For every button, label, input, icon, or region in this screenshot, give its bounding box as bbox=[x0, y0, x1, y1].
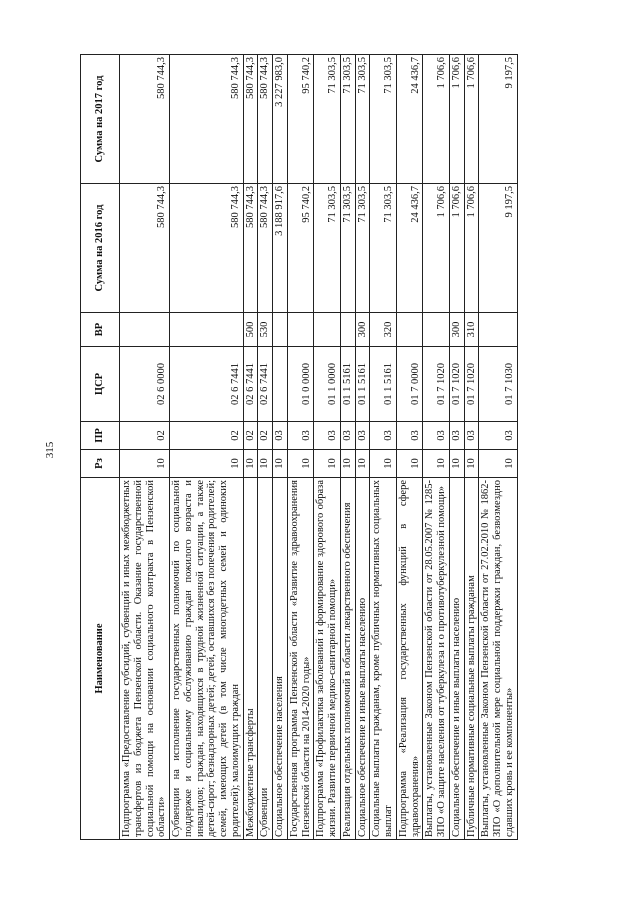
cell-rz: 10 bbox=[423, 450, 450, 478]
cell-sum2016: 1 706,6 bbox=[423, 184, 450, 313]
cell-csr: 01 1 5161 bbox=[355, 347, 370, 422]
table-row bbox=[258, 55, 273, 840]
table-row bbox=[396, 55, 423, 840]
budget-table bbox=[80, 54, 518, 840]
header-vr: ВР bbox=[81, 313, 120, 347]
cell-name: Субвенции на исполнение государственных полномочий по социальной поддержке и социальному обслуживанию граждан пожилого возраста и инвалидов; граждан, находящихся в трудной жизненной ситуации, а также детей-сирот; безнадзорных детей; детей, оставшихся без попечения родителей; семей, имеющих детей (в том числе многодетных семей и одиноких родителей); малоимущих граждан bbox=[170, 478, 244, 840]
cell-pr: 03 bbox=[273, 422, 288, 450]
cell-sum2016: 580 744,3 bbox=[120, 184, 170, 313]
cell-sum2017: 71 303,5 bbox=[340, 55, 355, 184]
cell-name: Государственная программа Пензенской области «Развитие здравоохранения Пензенской области на 2014-2020 годы» bbox=[287, 478, 314, 840]
table-body bbox=[120, 55, 518, 840]
cell-pr: 03 bbox=[423, 422, 450, 450]
header-name: Наименование bbox=[81, 478, 120, 840]
cell-pr: 03 bbox=[355, 422, 370, 450]
cell-vr bbox=[423, 313, 450, 347]
table-row bbox=[464, 55, 479, 840]
cell-sum2017: 95 740,2 bbox=[287, 55, 314, 184]
cell-sum2016: 1 706,6 bbox=[464, 184, 479, 313]
cell-csr bbox=[273, 347, 288, 422]
cell-sum2016: 71 303,5 bbox=[370, 184, 397, 313]
cell-name: Социальные выплаты гражданам, кроме публичных нормативных социальных выплат bbox=[370, 478, 397, 840]
cell-name: Публичные нормативные социальные выплаты гражданам bbox=[464, 478, 479, 840]
cell-csr: 01 1 5161 bbox=[340, 347, 355, 422]
cell-pr: 03 bbox=[370, 422, 397, 450]
cell-pr: 03 bbox=[396, 422, 423, 450]
cell-rz: 10 bbox=[273, 450, 288, 478]
cell-name: Социальное обеспечение и иные выплаты населению bbox=[355, 478, 370, 840]
page-number: 315 bbox=[44, 441, 56, 459]
table-row bbox=[120, 55, 170, 840]
cell-rz: 10 bbox=[258, 450, 273, 478]
cell-csr: 01 0 0000 bbox=[287, 347, 314, 422]
cell-vr bbox=[170, 313, 244, 347]
table-row bbox=[479, 55, 517, 840]
cell-sum2016: 580 744,3 bbox=[258, 184, 273, 313]
cell-rz: 10 bbox=[355, 450, 370, 478]
cell-pr: 02 bbox=[170, 422, 244, 450]
cell-sum2016: 71 303,5 bbox=[340, 184, 355, 313]
cell-pr: 02 bbox=[120, 422, 170, 450]
cell-name: Межбюджетные трансферты bbox=[243, 478, 258, 840]
cell-sum2017: 580 744,3 bbox=[170, 55, 244, 184]
cell-pr: 03 bbox=[464, 422, 479, 450]
cell-csr: 01 7 0000 bbox=[396, 347, 423, 422]
cell-rz: 10 bbox=[449, 450, 464, 478]
cell-rz: 10 bbox=[120, 450, 170, 478]
cell-rz: 10 bbox=[287, 450, 314, 478]
cell-sum2017: 580 744,3 bbox=[243, 55, 258, 184]
cell-sum2017: 1 706,6 bbox=[449, 55, 464, 184]
cell-name: Подпрограмма «Профилактика заболеваний и формирование здорового образа жизни. Развитие первичной медико-санитарной помощи» bbox=[314, 478, 341, 840]
table-row bbox=[355, 55, 370, 840]
cell-sum2017: 24 436,7 bbox=[396, 55, 423, 184]
cell-vr bbox=[314, 313, 341, 347]
cell-sum2016: 24 436,7 bbox=[396, 184, 423, 313]
cell-pr: 02 bbox=[258, 422, 273, 450]
cell-pr: 03 bbox=[479, 422, 517, 450]
cell-csr: 02 6 7441 bbox=[258, 347, 273, 422]
cell-sum2016: 71 303,5 bbox=[314, 184, 341, 313]
cell-sum2017: 1 706,6 bbox=[423, 55, 450, 184]
cell-vr: 310 bbox=[464, 313, 479, 347]
header-sum-2016: Сумма на 2016 год bbox=[81, 184, 120, 313]
cell-vr: 320 bbox=[370, 313, 397, 347]
cell-vr bbox=[287, 313, 314, 347]
cell-name: Социальное обеспечение и иные выплаты населению bbox=[449, 478, 464, 840]
cell-sum2016: 3 188 917,6 bbox=[273, 184, 288, 313]
cell-sum2017: 71 303,5 bbox=[314, 55, 341, 184]
table-row bbox=[273, 55, 288, 840]
cell-pr: 03 bbox=[314, 422, 341, 450]
table-row bbox=[370, 55, 397, 840]
cell-csr: 01 1 5161 bbox=[370, 347, 397, 422]
cell-pr: 03 bbox=[287, 422, 314, 450]
cell-csr: 02 6 7441 bbox=[243, 347, 258, 422]
cell-rz: 10 bbox=[170, 450, 244, 478]
table-row bbox=[314, 55, 341, 840]
cell-rz: 10 bbox=[340, 450, 355, 478]
cell-pr: 02 bbox=[243, 422, 258, 450]
cell-name: Выплаты, установленные Законом Пензенской области от 28.05.2007 № 1285-ЗПО «О защите населения от туберкулеза и о противотуберкулезной помощи» bbox=[423, 478, 450, 840]
cell-rz: 10 bbox=[243, 450, 258, 478]
table-row bbox=[340, 55, 355, 840]
cell-csr: 01 7 1020 bbox=[449, 347, 464, 422]
cell-rz: 10 bbox=[479, 450, 517, 478]
cell-rz: 10 bbox=[464, 450, 479, 478]
cell-sum2017: 3 227 983,0 bbox=[273, 55, 288, 184]
cell-vr: 300 bbox=[355, 313, 370, 347]
cell-vr bbox=[340, 313, 355, 347]
cell-name: Субвенции bbox=[258, 478, 273, 840]
cell-vr bbox=[120, 313, 170, 347]
cell-name: Подпрограмма «Реализация государственных функций в сфере здравоохранения» bbox=[396, 478, 423, 840]
cell-csr: 01 7 1020 bbox=[423, 347, 450, 422]
rotated-page bbox=[80, 55, 570, 840]
table-row bbox=[287, 55, 314, 840]
header-rz: Рз bbox=[81, 450, 120, 478]
cell-sum2017: 1 706,6 bbox=[464, 55, 479, 184]
header-pr: ПР bbox=[81, 422, 120, 450]
cell-sum2016: 9 197,5 bbox=[479, 184, 517, 313]
cell-rz: 10 bbox=[370, 450, 397, 478]
cell-sum2017: 71 303,5 bbox=[355, 55, 370, 184]
cell-name: Подпрограмма «Предоставление субсидий, субвенций и иных межбюджетных трансфертов из бюджета Пензенской области. Оказание государственной социальной помощи на основании социального контракта в Пензенской области» bbox=[120, 478, 170, 840]
cell-vr bbox=[479, 313, 517, 347]
cell-sum2017: 580 744,3 bbox=[258, 55, 273, 184]
cell-sum2017: 580 744,3 bbox=[120, 55, 170, 184]
cell-sum2016: 580 744,3 bbox=[243, 184, 258, 313]
cell-sum2016: 95 740,2 bbox=[287, 184, 314, 313]
cell-csr: 02 6 0000 bbox=[120, 347, 170, 422]
table-row bbox=[449, 55, 464, 840]
cell-sum2017: 9 197,5 bbox=[479, 55, 517, 184]
cell-sum2016: 71 303,5 bbox=[355, 184, 370, 313]
cell-pr: 03 bbox=[340, 422, 355, 450]
cell-sum2016: 1 706,6 bbox=[449, 184, 464, 313]
cell-vr bbox=[396, 313, 423, 347]
cell-vr bbox=[273, 313, 288, 347]
cell-name: Выплаты, установленные Законом Пензенской области от 27.02.2010 № 1862-ЗПО «О дополнительной мере социальной поддержки граждан, безвозмездно сдавших кровь и ее компоненты» bbox=[479, 478, 517, 840]
cell-pr: 03 bbox=[449, 422, 464, 450]
table-row bbox=[423, 55, 450, 840]
cell-name: Социальное обеспечение населения bbox=[273, 478, 288, 840]
cell-csr: 02 6 7441 bbox=[170, 347, 244, 422]
table-row bbox=[243, 55, 258, 840]
table-row bbox=[170, 55, 244, 840]
header-csr: ЦСР bbox=[81, 347, 120, 422]
cell-csr: 01 7 1030 bbox=[479, 347, 517, 422]
cell-vr: 300 bbox=[449, 313, 464, 347]
cell-rz: 10 bbox=[396, 450, 423, 478]
cell-csr: 01 1 0000 bbox=[314, 347, 341, 422]
header-sum-2017: Сумма на 2017 год bbox=[81, 55, 120, 184]
cell-csr: 01 7 1020 bbox=[464, 347, 479, 422]
cell-rz: 10 bbox=[314, 450, 341, 478]
cell-vr: 500 bbox=[243, 313, 258, 347]
cell-sum2016: 580 744,3 bbox=[170, 184, 244, 313]
table-header-row bbox=[81, 55, 120, 840]
cell-vr: 530 bbox=[258, 313, 273, 347]
cell-name: Реализация отдельных полномочий в области лекарственного обеспечения bbox=[340, 478, 355, 840]
cell-sum2017: 71 303,5 bbox=[370, 55, 397, 184]
